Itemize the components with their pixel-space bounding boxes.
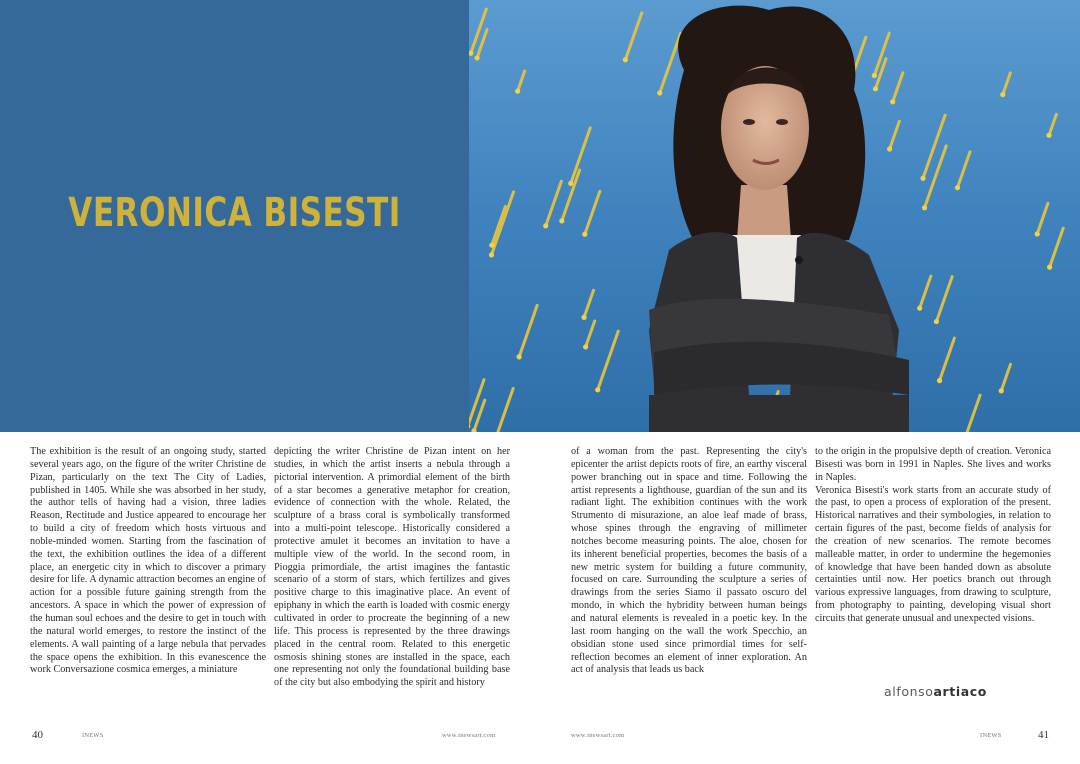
star-dot (873, 86, 878, 91)
portrait-illustration (469, 0, 1080, 432)
right-magazine-name: INEWS (980, 732, 1002, 739)
left-website: www.inewsart.com (442, 732, 496, 739)
star-dot (657, 90, 662, 95)
body-text-column-3: of a woman from the past. Representing the city's epicenter the artist depicts roots of fire, an earthy visceral power branching out in space and time. Following the artist represents a lighthouse, guardian of the sun and its radiant light. The exhibition continues with the work Strumento di misurazione, an aloe leaf made of brass, whose spines through the engraving of millimeter notches become measuring points. The aloe, chosen for its inherent beneficial properties, becomes the basis of a new metric system for building a future community, focused on care. Surrounding the sculpture a series of drawings from the series Siamo il passato oscuro del mondo, in which the hybridity between human beings and natural elements is revealed in a poetic key. In the last room hanging on the wall the work Specchio, an obsidian stone used since primordial times for self-reflection becomes an element of inner exploration. An act of analysis that leads us back (571, 446, 807, 676)
gallery-logo: alfonsoartiaco (884, 684, 987, 699)
star-dot (623, 57, 628, 62)
body-text-column-2: depicting the writer Christine de Pizan intent on her studies, in which the artist inserts a nebula through a pictorial intervention. A primordial element of the birth of a star becomes a generative metaphor for creation, evidence of connection with the whole. Related, the sculpture of a brass coral is symbolically transformed into a multi-point telescope. Historically considered a protective amulet it becomes an invitation to have a multiple view of the world. In the second room, in Pioggia primordiale, the artist imagines the fantastic scenario of a storm of stars, which fertilizes and gives positive charge to this imaginative place. An event of epiphany in which the earth is loaded with cosmic energy cultivated in order to procreate the beginning of a new life. This process is represented by the three drawings placed in the central room. Related to this energetic osmosis shining stones are installed in the space, each one representing not only the foundational building base of the city but also embodying the spirit and history (274, 446, 510, 689)
right-website: www.inewsart.com (571, 732, 625, 739)
star-dot (922, 205, 927, 210)
star-dot (955, 185, 960, 190)
artist-name-headline: VERONICA BISESTI (68, 190, 401, 236)
star-dot (582, 232, 587, 237)
star-dot (559, 218, 564, 223)
star-dot (1000, 92, 1005, 97)
star-dot (887, 146, 892, 151)
star-dot (543, 223, 548, 228)
star-dot (1035, 231, 1040, 236)
star-dot (568, 181, 573, 186)
star-dot (474, 55, 479, 60)
star-dot (872, 73, 877, 78)
star-dot (489, 252, 494, 257)
star-dot (890, 99, 895, 104)
right-page-number: 41 (1038, 729, 1049, 741)
star-dot (1046, 133, 1051, 138)
star-dot (583, 344, 588, 349)
bio-paragraph: to the origin in the propulsive depth of creation. Veronica Bisesti was born in 1991 in Naples. She lives and works in Naples. (815, 446, 1051, 483)
star-dot (937, 378, 942, 383)
star-dot (920, 176, 925, 181)
star-dot (934, 319, 939, 324)
artist-portrait-photo (469, 0, 1080, 432)
star-dot (1047, 265, 1052, 270)
star-dot (999, 388, 1004, 393)
star-dot (489, 243, 494, 248)
body-text-column-1: The exhibition is the result of an ongoing study, started several years ago, on the figure of the writer Christine de Pizan, particularly on the text The City of Ladies, published in 1405. While she was absorbed in her study, the author tells of having had a vision, three ladies Reason, Rectitude and Justice appeared to encourage her to build a city of freedom which hosts virtuous and noble-minded women. Starting from the fascination of the text, the exhibition outlines the idea of a different place, an energetic city in which to discover a primary desire for life. A dynamic attraction becomes an engine of action for a possible future gaining strength from the ancestors. A space in which the power of expression of the human soul echoes and the desire to get in touch with the natural world emerges, to restore the instinct of the elements. A wall painting of a large nebula that pervades the space opens the exhibition. In this evanescence the work Conversazione cosmica emerges, a miniature (30, 446, 266, 676)
star-dot (917, 306, 922, 311)
title-panel (0, 0, 469, 432)
star-dot (515, 89, 520, 94)
star-dot (581, 315, 586, 320)
star-dot (517, 354, 522, 359)
practice-paragraph: Veronica Bisesti's work starts from an accurate study of the past, to open a process of exploration of the present. Historical narratives and their symbologies, in relation to certain figures of the past, become fields of analysis for the creation of new scenarios. The remote becomes malleable matter, in order to undermine the hegemonies of knowledge that have been handed down as absolute certainties until now. Her poetics branch out through various expressive languages, from drawing to sculpture, from photography to painting, developing visual short circuits that generate unusual and unexpected visions. (815, 484, 1051, 624)
star-dot (595, 387, 600, 392)
body-text-column-4 (815, 446, 1051, 626)
left-magazine-name: INEWS (82, 732, 104, 739)
left-page-number: 40 (32, 729, 43, 741)
